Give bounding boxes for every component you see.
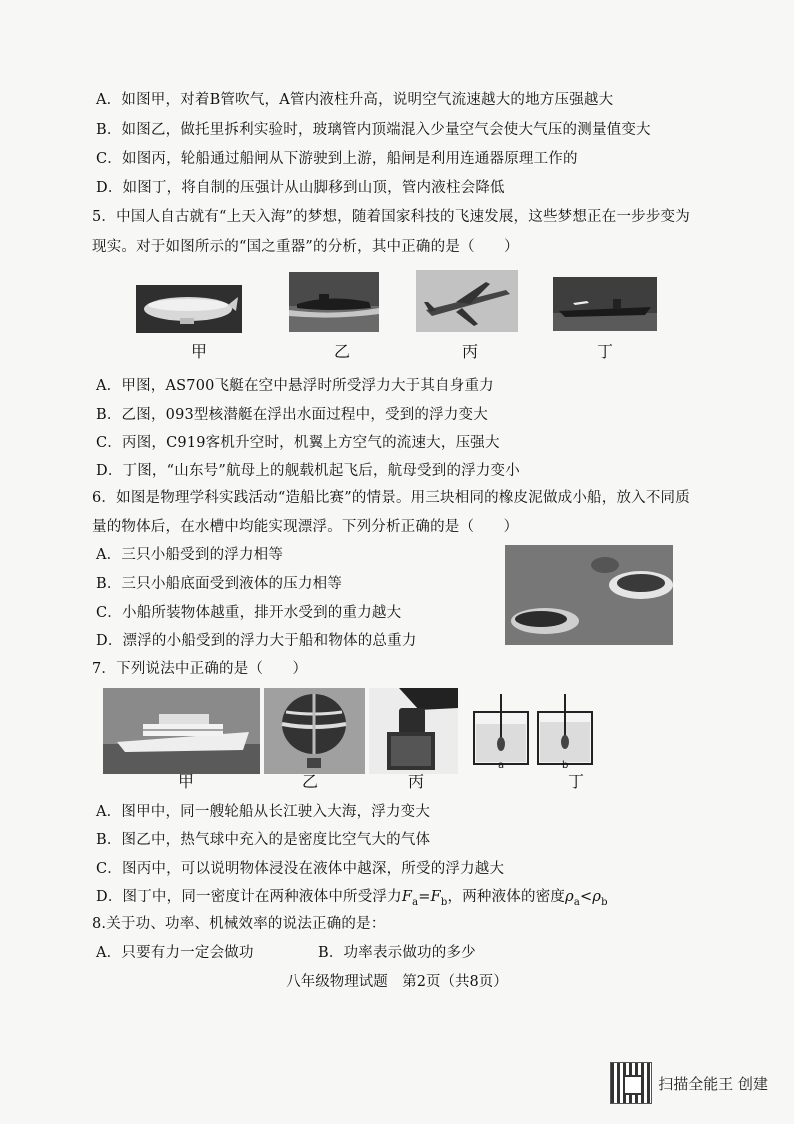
q7-caption-jia: 甲	[177, 772, 194, 791]
q7-caption-bing: 丙	[407, 772, 424, 791]
q5-caption-jia: 甲	[190, 342, 207, 361]
q7-option-d-prefix: D．图丁中，同一密度计在两种液体中所受浮力	[96, 889, 402, 905]
q7-option-c: C．图丙中，可以说明物体浸没在液体中越深，所受的浮力越大	[96, 861, 505, 877]
q4-option-d: D．如图丁，将自制的压强计从山脚移到山顶，管内液柱会降低	[96, 180, 505, 196]
formula-f-a: F	[401, 889, 413, 905]
hand-in-water-image	[369, 688, 458, 774]
q5-option-d: D．丁图，“山东号”航母上的舰载机起飞后，航母受到的浮力变小	[96, 463, 520, 479]
q6-stem-line1: 6．如图是物理学科实践活动“造船比赛”的情景。用三块相同的橡皮泥做成小船，放入不同质	[92, 490, 690, 506]
airliner-image	[416, 270, 518, 332]
q5-option-b: B．乙图，093型核潜艇在浮出水面过程中，受到的浮力变大	[96, 407, 488, 423]
formula-rho-sub-a: a	[573, 896, 581, 908]
page-footer: 八年级物理试题 第2页（共8页）	[286, 974, 508, 990]
submarine-image	[289, 272, 379, 332]
q7-diagram-hydrometers	[468, 690, 598, 774]
q5-photo-airship	[136, 285, 242, 333]
watermark-text: 扫描全能王 创建	[658, 1074, 768, 1093]
formula-f-b: F	[430, 889, 441, 905]
q4-option-c: C．如图丙，轮船通过船闸从下游驶到上游，船闸是利用连通器原理工作的	[96, 151, 578, 167]
cruise-ship-image	[103, 688, 260, 774]
carrier-image	[553, 277, 657, 331]
q5-photo-airliner	[416, 270, 518, 332]
hydrometer-beakers-diagram	[468, 690, 598, 774]
q8-option-b: B．功率表示做功的多少	[318, 945, 476, 961]
q5-option-a: A．甲图，AS700飞艇在空中悬浮时所受浮力大于其自身重力	[96, 378, 494, 394]
q8-stem: 8.关于功、功率、机械效率的说法正确的是：	[92, 916, 386, 932]
q5-stem-line2: 现实。对于如图所示的“国之重器”的分析，其中正确的是（ ）	[92, 239, 519, 255]
scanner-watermark	[610, 1062, 768, 1104]
q7-caption-yi: 乙	[301, 772, 318, 791]
q7-photo-balloon	[264, 688, 365, 774]
formula-eq: =	[418, 889, 431, 905]
q7-photo-hand-cup	[369, 688, 458, 774]
clay-boats-image	[505, 545, 673, 645]
q6-option-c: C．小船所装物体越重，排开水受到的重力越大	[96, 605, 402, 621]
q4-option-b: B．如图乙，做托里拆利实验时，玻璃管内顶端混入少量空气会使大气压的测量值变大	[96, 122, 651, 138]
q7-caption-ding: 丁	[567, 772, 584, 791]
q6-option-d: D．漂浮的小船受到的浮力大于船和物体的总重力	[96, 633, 417, 649]
q5-caption-yi: 乙	[333, 342, 350, 361]
q7-photo-ship	[103, 688, 260, 774]
formula-rho-sub-b: b	[601, 896, 608, 908]
q7-option-d	[96, 887, 608, 913]
q6-photo-boats	[505, 545, 673, 645]
q5-stem-line1: 5．中国人自古就有“上天入海”的梦想，随着国家科技的飞速发展，这些梦想正在一步步变为	[92, 209, 690, 225]
q7-option-d-mid: ，两种液体的密度	[447, 889, 566, 905]
q8-option-a: A．只要有力一定会做功	[96, 945, 254, 961]
q5-photo-carrier	[553, 277, 657, 331]
formula-sub-b: b	[440, 896, 448, 908]
formula-rho-a: ρ	[565, 889, 574, 905]
q5-photo-submarine	[289, 272, 379, 332]
q4-option-a: A．如图甲，对着B管吹气，A管内液柱升高，说明空气流速越大的地方压强越大	[96, 92, 614, 108]
q5-caption-ding: 丁	[596, 342, 613, 361]
q5-option-c: C．丙图，C919客机升空时，机翼上方空气的流速大，压强大	[96, 435, 500, 451]
q7-option-b: B．图乙中，热气球中充入的是密度比空气大的气体	[96, 832, 431, 848]
beaker-label-a: a	[498, 760, 505, 771]
q7-stem: 7．下列说法中正确的是（ ）	[92, 661, 308, 677]
q7-option-a: A．图甲中，同一艘轮船从长江驶入大海，浮力变大	[96, 804, 431, 820]
q5-caption-bing: 丙	[461, 342, 478, 361]
formula-rho-b: ρ	[592, 889, 602, 905]
beaker-label-b: b	[562, 760, 569, 771]
qr-code-icon	[610, 1062, 652, 1104]
hot-air-balloon-image	[264, 688, 365, 774]
q6-option-a: A．三只小船受到的浮力相等	[96, 547, 284, 563]
airship-image	[136, 285, 242, 333]
formula-lt: <	[580, 889, 593, 905]
formula-sub-a: a	[412, 896, 419, 908]
q6-option-b: B．三只小船底面受到液体的压力相等	[96, 576, 343, 592]
q6-stem-line2: 量的物体后，在水槽中均能实现漂浮。下列分析正确的是（ ）	[92, 519, 519, 535]
